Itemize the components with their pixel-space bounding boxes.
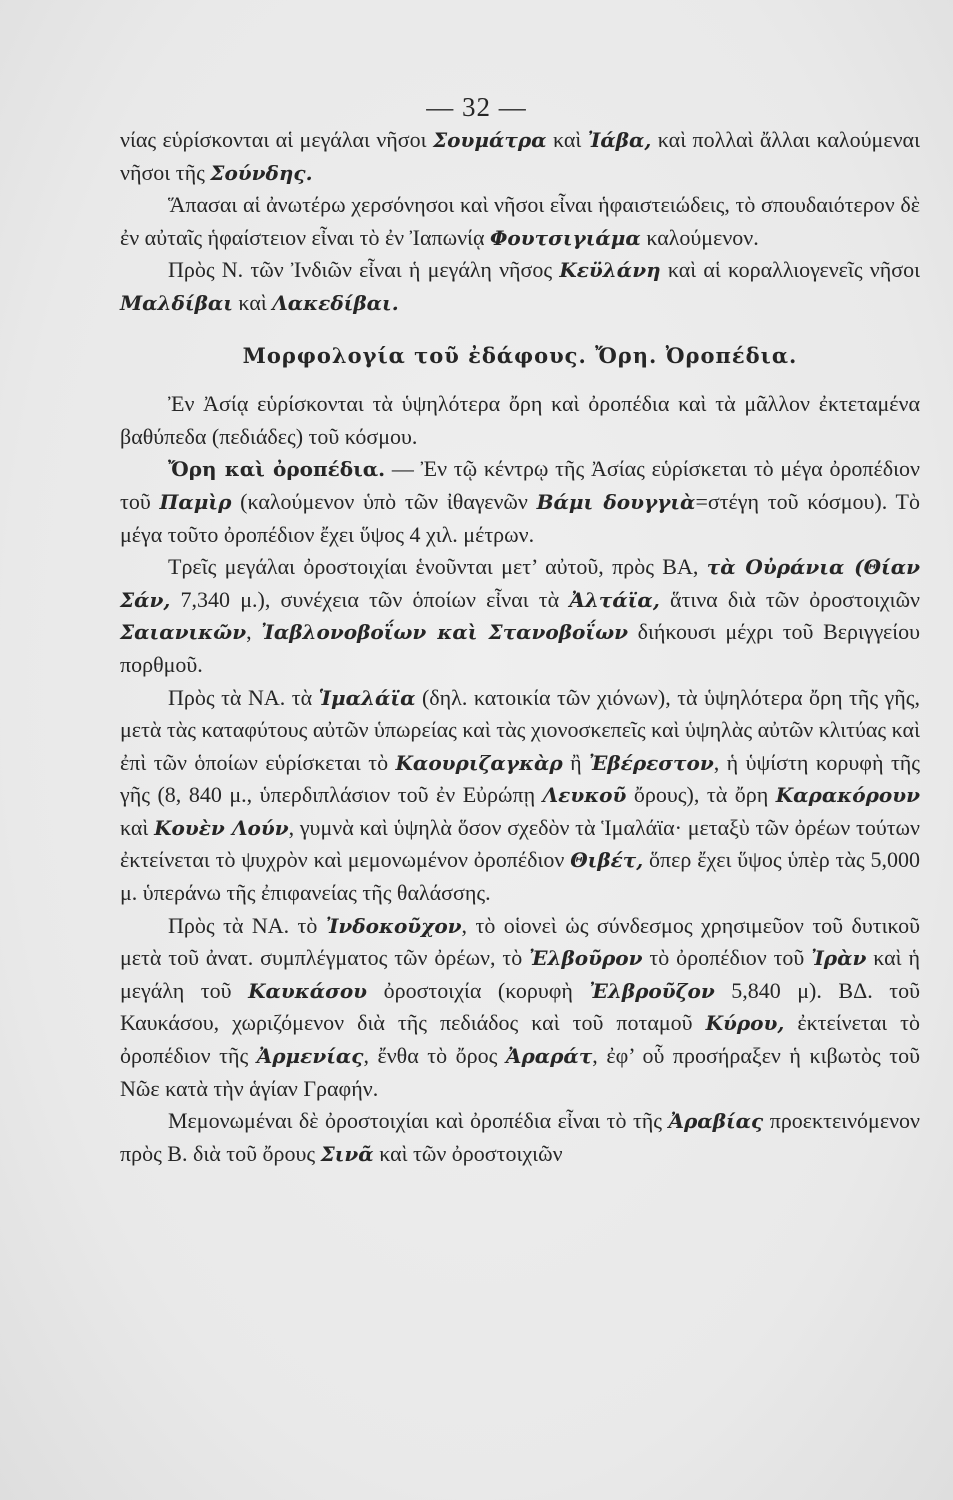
text-run: =στέγη τοῦ κόσμου). Τὸ μέγα τοῦτο ὀροπέδιον ἔχει ὕψος 4 χιλ. μέτρων. — [120, 488, 921, 547]
emphasized-term: Καρακόρουν — [775, 783, 920, 808]
emphasized-term-wrapper — [490, 225, 641, 250]
text-run: Μεμονωμέναι δὲ ὀροστοιχίαι καὶ ὀροπέδια εἶναι τὸ τῆς — [168, 1108, 669, 1134]
emphasized-term-wrapper — [811, 945, 866, 970]
emphasized-term-wrapper — [120, 290, 233, 315]
paragraph — [120, 453, 920, 551]
emphasized-term-wrapper — [396, 750, 563, 775]
emphasized-term-wrapper — [154, 815, 288, 840]
emphasized-term-wrapper — [570, 847, 643, 872]
emphasized-term: Κουὲν Λούν — [154, 815, 289, 840]
emphasized-term: Σινᾶ — [320, 1141, 374, 1166]
emphasized-term-wrapper — [776, 782, 920, 807]
emphasized-term-wrapper — [272, 290, 398, 315]
emphasized-term: Ἀραράτ — [505, 1044, 593, 1069]
text-run: Ἅπασαι αἱ ἀνωτέρω χερσόνησοι καὶ νῆσοι εἶναι ἡφαιστειώδεις, τὸ σπουδαιότερον δὲ ἐν αὐταῖς ἡφαίστειον εἶναι τὸ ἐν Ἰαπωνίᾳ — [120, 192, 920, 250]
emphasized-term-wrapper — [559, 257, 660, 282]
emphasized-term: Ἀλτάϊα, — [569, 587, 660, 612]
emphasized-term: Ἀραβίας — [668, 1109, 764, 1134]
paragraph — [120, 189, 920, 254]
text-run: Πρὸς Ν. τῶν Ἰνδιῶν εἶναι ἡ μεγάλη νῆσος — [168, 257, 560, 283]
text-run: καὶ — [546, 127, 588, 152]
emphasized-term-wrapper — [706, 1010, 785, 1035]
emphasized-term-wrapper — [159, 489, 231, 514]
text-run: καὶ τῶν ὀροστοιχιῶν — [373, 1140, 563, 1166]
text-run: προεκτεινόμενον πρὸς Β. διὰ τοῦ ὄρους — [120, 1108, 920, 1166]
emphasized-term: Φουτσιγιάμα — [489, 225, 641, 250]
emphasized-term: Καυκάσου — [248, 978, 368, 1003]
paragraph — [120, 1105, 920, 1170]
paragraph — [120, 682, 920, 910]
text-run: , τὸ οἱονεὶ ὡς σύνδεσμος χρησιμεῦον τοῦ δυτικοῦ μετὰ τοῦ ἀνατ. συμπλέγματος τῶν ὀρέων, τὸ — [120, 912, 921, 971]
body-text — [120, 124, 920, 1170]
text-run: (καλούμενον ὑπὸ τῶν ἰθαγενῶν — [231, 488, 537, 514]
text-run: , ἐφ’ οὗ προσήραξεν ἡ κιβωτὸς τοῦ Νῶε κατὰ τὴν ἁγίαν Γραφήν. — [120, 1043, 920, 1101]
paragraph — [120, 254, 920, 319]
emphasized-term-wrapper — [248, 978, 367, 1003]
page-number: — 32 — — [426, 92, 527, 122]
paragraph — [120, 910, 920, 1106]
emphasized-term: Ἱμαλάϊα — [318, 685, 416, 710]
emphasized-term: Ἐβέρεστον — [589, 750, 714, 775]
text-run: Πρὸς τὰ ΝΑ. τὸ — [168, 912, 326, 938]
text-run: Τρεῖς μεγάλαι ὀροστοιχίαι ἑνοῦνται μετ’ αὐτοῦ, πρὸς ΒΑ, — [168, 554, 707, 580]
text-run: 7,340 μ.), συνέχεια τῶν ὁποίων εἶναι τὰ — [170, 586, 570, 612]
text-run: Μορφολογία τοῦ ἐδάφους. Ὄρη. Ὀροπέδια. — [242, 342, 798, 368]
emphasized-term-wrapper — [210, 160, 312, 185]
emphasized-term: τὰ Οὐράνια (Θίαν Σάν, — [120, 555, 921, 612]
emphasized-term-wrapper — [589, 978, 714, 1003]
emphasized-term: Παμὶρ — [159, 489, 232, 514]
emphasized-term-wrapper — [321, 1141, 374, 1166]
emphasized-term-wrapper — [668, 1108, 763, 1133]
emphasized-term-wrapper — [506, 1043, 592, 1068]
section-heading — [120, 340, 920, 373]
subheading-inline: Ὄρη καὶ ὀροπέδια. — [168, 457, 386, 482]
emphasized-term: Καουριζαγκὰρ — [395, 750, 563, 775]
emphasized-term-wrapper — [537, 489, 696, 514]
emphasized-term-wrapper — [588, 127, 652, 152]
text-run: Πρὸς τὰ ΝΑ. τὰ — [168, 684, 319, 710]
text-run: ὄρους), τὰ ὄρη — [626, 782, 776, 808]
text-run: , ἔνθα τὸ ὄρος — [363, 1043, 506, 1069]
emphasized-term: Ἐλβροῦζον — [589, 978, 715, 1003]
emphasized-term-wrapper — [257, 1043, 364, 1068]
emphasized-term: Σούνδης. — [210, 160, 313, 185]
text-run: καὶ — [232, 289, 273, 315]
text-run: ὀροστοιχία (κορυφὴ — [367, 977, 590, 1003]
emphasized-term: Ἰάβα, — [587, 128, 652, 152]
text-run: — Ἐν τῷ κέντρῳ τῆς Ἀσίας εὑρίσκεται τὸ μέγα ὀροπέδιον τοῦ — [120, 456, 921, 514]
emphasized-term-wrapper — [529, 945, 642, 970]
emphasized-term: Ἀρμενίας — [256, 1044, 364, 1069]
emphasized-term: Κύρου, — [705, 1011, 785, 1036]
text-run: καλούμενον. — [640, 224, 759, 250]
text-run: καὶ πολλαὶ ἄλλαι καλούμεναι νῆσοι τῆς — [120, 127, 920, 185]
emphasized-term: Θιβέτ, — [570, 848, 644, 873]
emphasized-term: Βάμι δουγγιὰ — [536, 489, 696, 514]
emphasized-term: Λακεδίβαι. — [272, 290, 399, 315]
emphasized-term: Ἰνδοκοῦχον — [325, 913, 462, 938]
emphasized-term-wrapper — [433, 127, 547, 152]
text-run: καὶ ἡ μεγάλη τοῦ — [120, 945, 920, 1003]
emphasized-term: Ἰαβλονοβοΐων καὶ Στανοβοΐων — [261, 620, 628, 645]
emphasized-term-wrapper — [569, 587, 659, 612]
emphasized-term: Ἐλβοῦρον — [529, 946, 643, 971]
emphasized-term: Σουμάτρα — [433, 128, 547, 152]
emphasized-term: Μαλδίβαι — [120, 290, 233, 315]
emphasized-term-wrapper — [589, 750, 714, 775]
emphasized-term: Κεϋλάνη — [559, 258, 661, 283]
text-run: , ἡ ὑψίστη κορυφὴ τῆς γῆς (8, 840 μ., ὑπερδιπλάσιον τοῦ ἐν Εὐρώπῃ — [120, 749, 920, 808]
text-run: Ἐν Ἀσίᾳ εὑρίσκονται τὰ ὑψηλότερα ὄρη καὶ ὀροπέδια καὶ τὰ μᾶλλον ἐκτεταμένα βαθύπεδα (πεδιάδες) τοῦ κόσμου. — [120, 391, 920, 449]
text-run: διήκουσι μέχρι τοῦ Βεριγγείου πορθμοῦ. — [120, 619, 921, 677]
paragraph — [120, 551, 920, 681]
text-run: (δηλ. κατοικία τῶν χιόνων), τὰ ὑψηλότερα ὄρη τῆς γῆς, μετὰ τὰς καταφύτους αὐτῶν ὑπωρείας καὶ τὰς χιονοσκεπεῖς καὶ ὑψηλὰς αὐτῶν κλιτύας καὶ ἐπὶ τῶν ὁποίων εὑρίσκεται τὸ — [120, 684, 920, 775]
emphasized-term-wrapper — [326, 913, 462, 938]
text-run: , — [246, 619, 262, 645]
text-run: ὅπερ ἔχει ὕψος ὑπὲρ τὰς 5,000 μ. ὑπεράνω τῆς ἐπιφανείας τῆς θαλάσσης. — [120, 847, 920, 906]
paragraph — [120, 388, 920, 453]
emphasized-term: Ἰρὰν — [811, 946, 867, 971]
text-run: νίας εὑρίσκονται αἱ μεγάλαι νῆσοι — [120, 127, 434, 152]
emphasized-term-wrapper — [261, 619, 628, 644]
text-run: τὸ ὀροπέδιον τοῦ — [642, 945, 812, 971]
text-run: καὶ αἱ κοραλλιογενεῖς νῆσοι — [660, 257, 921, 283]
emphasized-term-wrapper — [120, 619, 246, 644]
text-run: ἐκτείνεται τὸ ὀροπέδιον τῆς — [120, 1010, 921, 1069]
text-run: ἅτινα διὰ τῶν ὀροστοιχιῶν — [659, 586, 920, 612]
emphasized-term-wrapper — [543, 782, 627, 807]
paragraph — [120, 124, 920, 189]
emphasized-term-wrapper — [319, 685, 416, 710]
text-run: 5,840 μ). ΒΔ. τοῦ Καυκάσου, χωριζόμενον διὰ τῆς πεδιάδος καὶ τοῦ ποταμοῦ — [120, 977, 920, 1036]
text-run: καὶ — [120, 814, 155, 840]
emphasized-term: Λευκοῦ — [542, 783, 627, 808]
text-run: ἢ — [562, 749, 590, 775]
text-run: , γυμνὰ καὶ ὑψηλὰ ὅσον σχεδὸν τὰ Ἱμαλάϊα· μεταξὺ τῶν ὀρέων τούτων ἐκτείνεται τὸ ψυχρὸν καὶ μεμονωμένον ὀροπέδιον — [120, 814, 920, 873]
emphasized-term: Σαιανικῶν — [120, 620, 247, 645]
